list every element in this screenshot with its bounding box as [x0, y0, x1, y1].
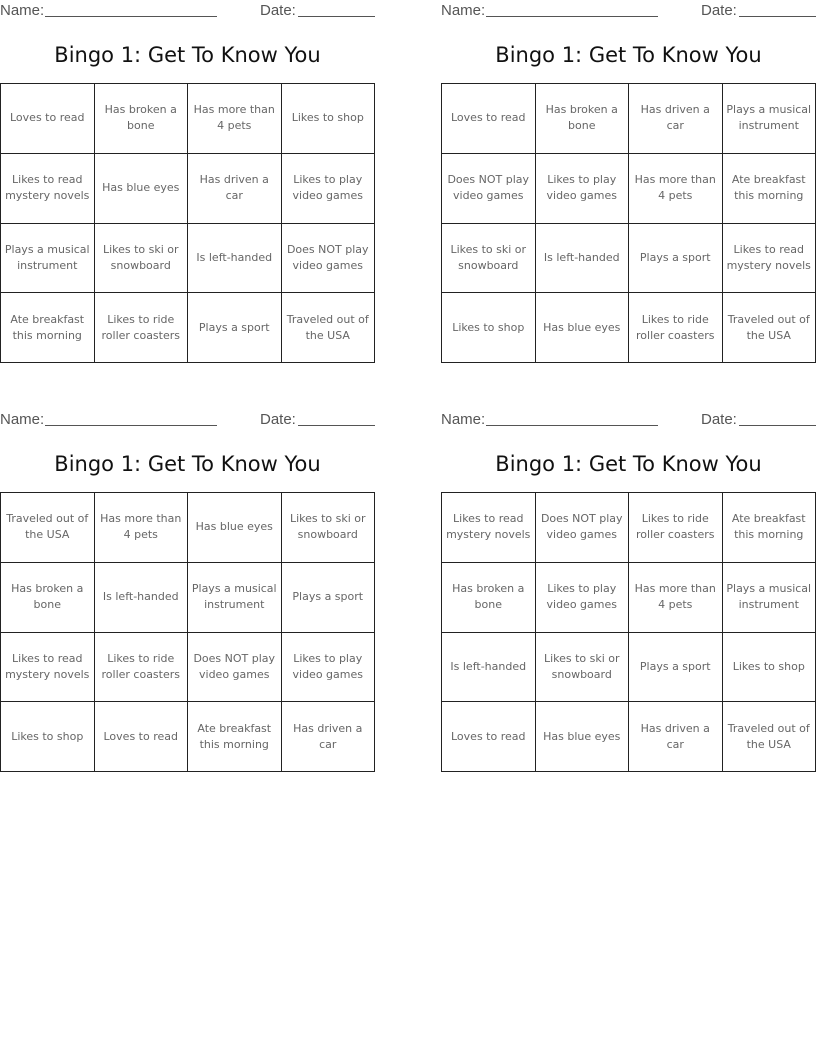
bingo-cell: Has broken a bone — [442, 563, 536, 633]
card-title: Bingo 1: Get To Know You — [54, 452, 321, 476]
date-blank-line — [739, 16, 816, 17]
bingo-cell: Has blue eyes — [536, 293, 630, 363]
bingo-cell: Likes to ski or snowboard — [282, 493, 376, 563]
bingo-cell: Likes to read mystery novels — [723, 224, 816, 294]
bingo-cell: Likes to ski or snowboard — [536, 633, 630, 703]
bingo-cell: Traveled out of the USA — [723, 293, 816, 363]
bingo-grid — [0, 492, 375, 772]
bingo-cell: Plays a musical instrument — [723, 563, 816, 633]
bingo-cell: Likes to shop — [282, 84, 376, 154]
name-label: Name: — [441, 2, 486, 19]
bingo-cell: Likes to ride roller coasters — [629, 293, 723, 363]
bingo-cell: Is left-handed — [95, 563, 189, 633]
bingo-card — [441, 0, 816, 365]
bingo-cell: Plays a musical instrument — [188, 563, 282, 633]
bingo-cell: Does NOT play video games — [536, 493, 630, 563]
bingo-grid — [441, 83, 816, 363]
name-blank-line — [486, 425, 658, 426]
bingo-cell: Likes to ride roller coasters — [95, 293, 189, 363]
date-blank-line — [298, 425, 375, 426]
bingo-cell: Traveled out of the USA — [723, 702, 816, 772]
date-label: Date: — [260, 411, 296, 428]
bingo-cell: Has broken a bone — [1, 563, 95, 633]
bingo-cell: Likes to ride roller coasters — [95, 633, 189, 703]
name-date-row — [441, 0, 816, 20]
date-label: Date: — [701, 2, 737, 19]
bingo-cell: Has more than 4 pets — [188, 84, 282, 154]
bingo-cell: Does NOT play video games — [282, 224, 376, 294]
bingo-cell: Plays a musical instrument — [1, 224, 95, 294]
bingo-cell: Likes to play video games — [536, 563, 630, 633]
name-blank-line — [45, 16, 217, 17]
bingo-cell: Likes to play video games — [282, 633, 376, 703]
bingo-cell: Likes to shop — [442, 293, 536, 363]
bingo-cell: Is left-handed — [188, 224, 282, 294]
bingo-cell: Plays a musical instrument — [723, 84, 816, 154]
bingo-cell: Likes to play video games — [282, 154, 376, 224]
bingo-card — [0, 409, 375, 774]
bingo-cell: Does NOT play video games — [442, 154, 536, 224]
bingo-cell: Plays a sport — [282, 563, 376, 633]
bingo-cell: Is left-handed — [536, 224, 630, 294]
bingo-cell: Likes to shop — [723, 633, 816, 703]
bingo-cell: Has driven a car — [188, 154, 282, 224]
name-blank-line — [486, 16, 658, 17]
bingo-cell: Ate breakfast this morning — [188, 702, 282, 772]
card-title: Bingo 1: Get To Know You — [495, 43, 762, 67]
bingo-card — [441, 409, 816, 774]
bingo-cell: Has blue eyes — [95, 154, 189, 224]
bingo-cell: Has broken a bone — [536, 84, 630, 154]
date-blank-line — [739, 425, 816, 426]
bingo-cell: Likes to play video games — [536, 154, 630, 224]
bingo-cell: Traveled out of the USA — [1, 493, 95, 563]
bingo-cell: Loves to read — [1, 84, 95, 154]
bingo-cell: Likes to read mystery novels — [442, 493, 536, 563]
bingo-cell: Likes to ski or snowboard — [442, 224, 536, 294]
bingo-cell: Likes to shop — [1, 702, 95, 772]
bingo-cell: Has broken a bone — [95, 84, 189, 154]
bingo-cell: Ate breakfast this morning — [723, 154, 816, 224]
bingo-cell: Has more than 4 pets — [629, 154, 723, 224]
name-date-row — [441, 409, 816, 429]
date-label: Date: — [260, 2, 296, 19]
bingo-cell: Has driven a car — [629, 702, 723, 772]
bingo-cell: Traveled out of the USA — [282, 293, 376, 363]
bingo-cell: Likes to read mystery novels — [1, 154, 95, 224]
bingo-cell: Has more than 4 pets — [629, 563, 723, 633]
bingo-cell: Ate breakfast this morning — [723, 493, 816, 563]
name-date-row — [0, 0, 375, 20]
bingo-cell: Loves to read — [95, 702, 189, 772]
bingo-cell: Plays a sport — [629, 224, 723, 294]
bingo-cell: Loves to read — [442, 702, 536, 772]
bingo-cell: Is left-handed — [442, 633, 536, 703]
name-blank-line — [45, 425, 217, 426]
bingo-cell: Likes to read mystery novels — [1, 633, 95, 703]
card-title: Bingo 1: Get To Know You — [495, 452, 762, 476]
bingo-cell: Plays a sport — [629, 633, 723, 703]
bingo-grid — [0, 83, 375, 363]
name-date-row — [0, 409, 375, 429]
bingo-card — [0, 0, 375, 365]
name-label: Name: — [0, 411, 45, 428]
date-label: Date: — [701, 411, 737, 428]
card-title: Bingo 1: Get To Know You — [54, 43, 321, 67]
bingo-cell: Likes to ski or snowboard — [95, 224, 189, 294]
bingo-cell: Plays a sport — [188, 293, 282, 363]
bingo-cell: Loves to read — [442, 84, 536, 154]
name-label: Name: — [0, 2, 45, 19]
bingo-cell: Likes to ride roller coasters — [629, 493, 723, 563]
bingo-cell: Has driven a car — [282, 702, 376, 772]
bingo-cell: Has driven a car — [629, 84, 723, 154]
bingo-cell: Has more than 4 pets — [95, 493, 189, 563]
date-blank-line — [298, 16, 375, 17]
bingo-cell: Does NOT play video games — [188, 633, 282, 703]
name-label: Name: — [441, 411, 486, 428]
bingo-cell: Has blue eyes — [536, 702, 630, 772]
bingo-cell: Ate breakfast this morning — [1, 293, 95, 363]
bingo-cell: Has blue eyes — [188, 493, 282, 563]
bingo-grid — [441, 492, 816, 772]
